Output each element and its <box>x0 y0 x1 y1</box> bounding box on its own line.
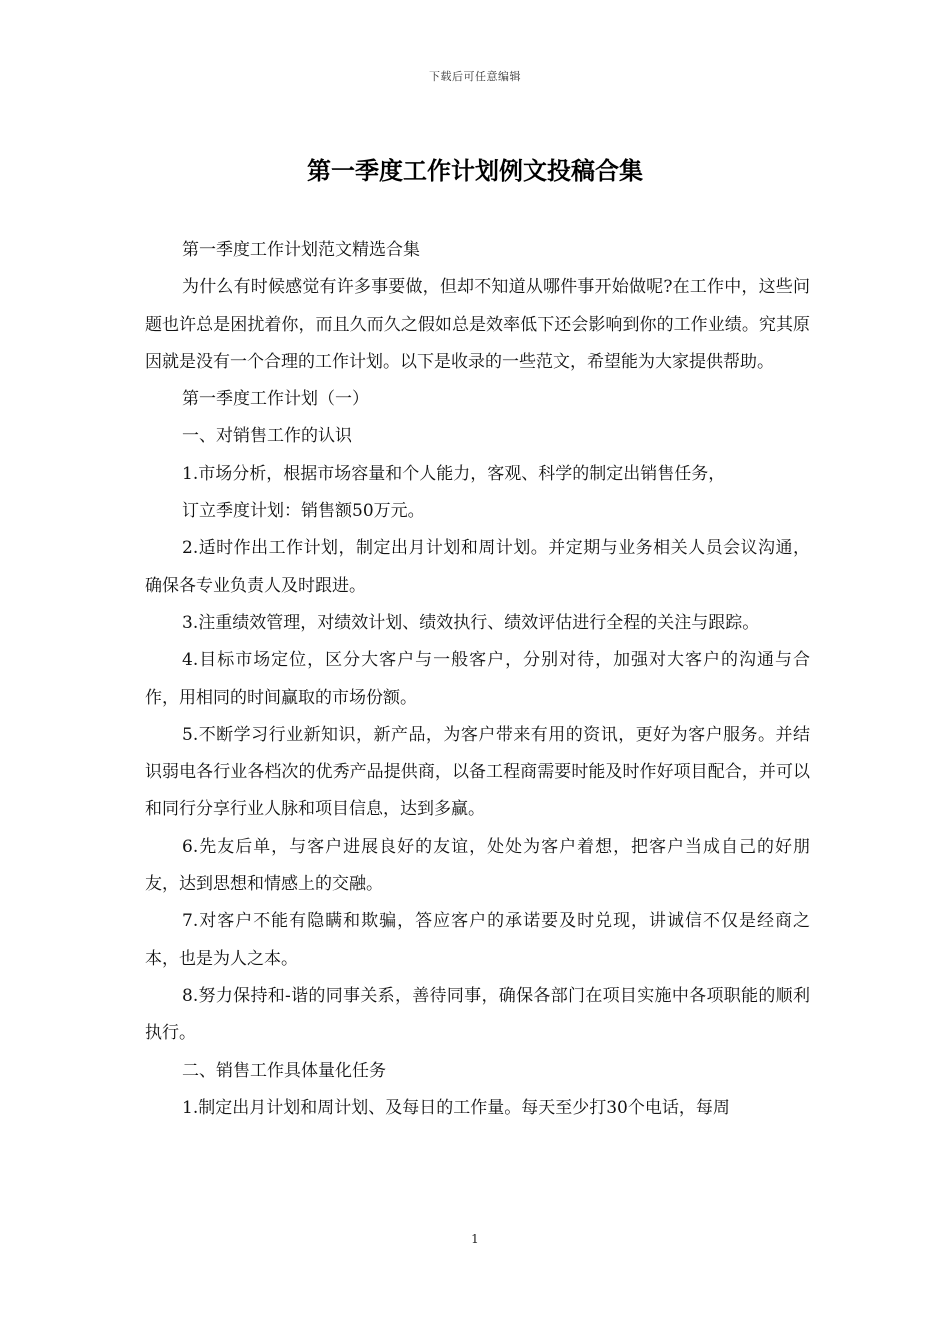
list-item-1-1: 1.市场分析，根据市场容量和个人能力，客观、科学的制定出销售任务， <box>182 463 726 484</box>
section-heading-2: 二、销售工作具体量化任务 <box>182 1060 386 1081</box>
list-item-1-7: 7.对客户不能有隐瞒和欺骗，答应客户的承诺要及时兑现，讲诚信不仅是经商之本，也是为人之本。 <box>145 911 810 969</box>
document-body <box>145 232 810 1127</box>
document-title: 第一季度工作计划例文投稿合集 <box>307 156 643 185</box>
list-item-1-2: 2.适时作出工作计划，制定出月计划和周计划。并定期与业务相关人员会议沟通，确保各专业负责人及时跟进。 <box>145 538 810 596</box>
paragraph-plan-heading: 第一季度工作计划（一） <box>182 389 369 410</box>
list-item-1-1-continued: 订立季度计划：销售额50万元。 <box>182 501 425 522</box>
section-heading-1: 一、对销售工作的认识 <box>182 426 352 447</box>
header-note: 下载后可任意编辑 <box>429 70 521 83</box>
list-item-2-1: 1.制定出月计划和周计划、及每日的工作量。每天至少打30个电话，每周 <box>182 1097 730 1118</box>
list-item-1-3: 3.注重绩效管理，对绩效计划、绩效执行、绩效评估进行全程的关注与跟踪。 <box>182 612 760 633</box>
page-number: 1 <box>471 1232 479 1246</box>
list-item-1-5: 5.不断学习行业新知识，新产品，为客户带来有用的资讯，更好为客户服务。并结识弱电各行业各档次的优秀产品提供商，以备工程商需要时能及时作好项目配合，并可以和同行分享行业人脉和项目信息，达到多赢。 <box>145 724 810 820</box>
list-item-1-6: 6.先友后单，与客户进展良好的友谊，处处为客户着想，把客户当成自己的好朋友，达到思想和情感上的交融。 <box>145 836 810 895</box>
paragraph-collection-heading: 第一季度工作计划范文精选合集 <box>182 240 420 260</box>
list-item-1-4: 4.目标市场定位，区分大客户与一般客户，分别对待，加强对大客户的沟通与合作，用相同的时间赢取的市场份额。 <box>145 650 810 708</box>
paragraph-intro: 为什么有时候感觉有许多事要做，但却不知道从哪件事开始做呢?在工作中，这些问题也许总是困扰着你，而且久而久之假如总是效率低下还会影响到你的工作业绩。究其原因就是没有一个合理的工作计划。以下是收录的一些范文，希望能为大家提供帮助。 <box>145 277 810 372</box>
list-item-1-8: 8.努力保持和-谐的同事关系，善待同事，确保各部门在项目实施中各项职能的顺利执行。 <box>145 985 810 1044</box>
